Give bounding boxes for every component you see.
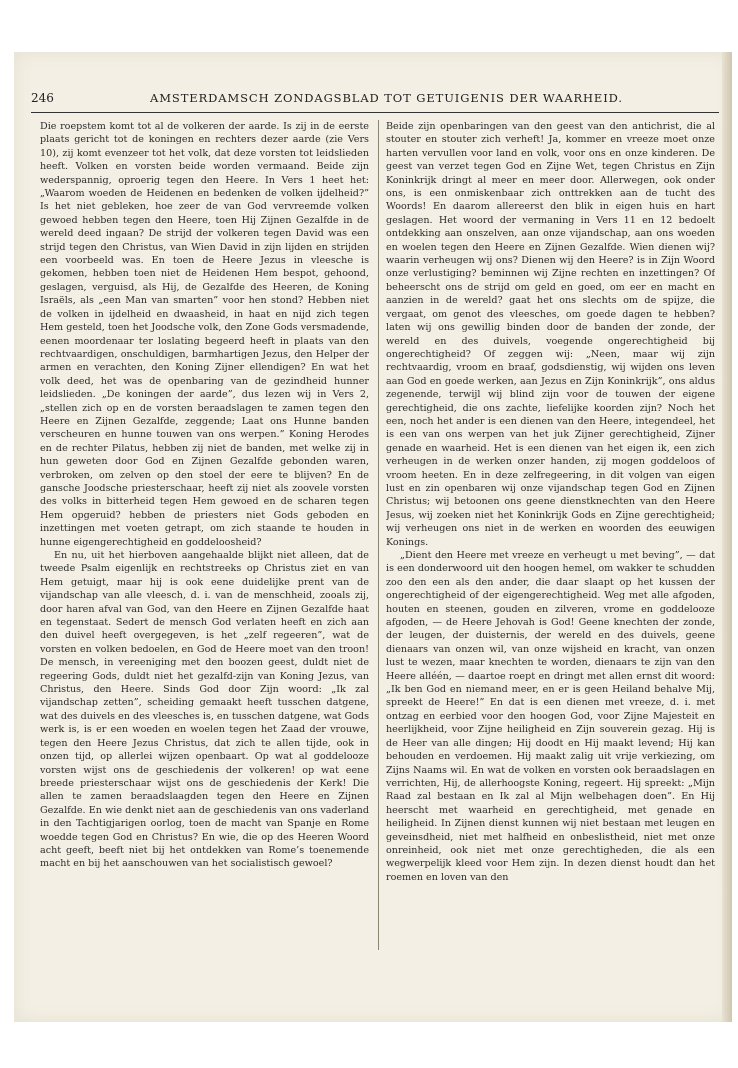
page-number: 246: [31, 91, 54, 105]
page-spine-shadow: [722, 52, 732, 1022]
page-header: [31, 91, 706, 107]
right-column: [386, 120, 715, 950]
column-divider: [378, 120, 379, 950]
right-paragraph-2: „Dient den Heere met vreeze en verheugt u met beving”, — dat is een donderwoord uit den hoogen hemel, om wakker te schudden zoo den een als den ander, die daar slaapt op het kussen der ongerechtigheid of der eigengerechtigheid. Weg met alle afgoden, houten en steenen, gouden en zilveren, vrome en goddelooze afgoden, — de Heere Jehovah is God! Geene knechten der zonde, der leugen, der duisternis, der wereld en des duivels, geene dienaars van onzen wil, van onze wijsheid en kracht, van onzen lust te wezen, maar knechten te worden, dienaars te zijn van den Heere alléén, — daartoe roept en dringt met allen ernst dit woord: „Ik ben God en niemand meer, en er is geen Heiland behalve Mij, spreekt de Heere!” En dat is een dienen met vreeze, d. i. met ontzag en eerbied voor den hoogen God, voor Zijne Majesteit en heerlijkheid, voor Zijne heiligheid en Zijn souverein gezag. Hij is de Heer van alle dingen; Hij doodt en Hij maakt levend; Hij kan behouden en verdoemen. Hij maakt zalig uit vrije verkiezing, om Zijns Naams wil. En wat de volken en vorsten ook beraadslagen en verrichten, Hij, de allerhoogste Koning, regeert. Hij spreekt: „Mijn Raad zal bestaan en Ik zal al Mijn welbehagen doen”. En Hij heerscht met waarheid en gerechtigheid, met genade en heiligheid. In Zijnen dienst kunnen wij niet bestaan met leugen en geveinsdheid, niet met halfheid en onbeslistheid, niet met onze onreinheid, ook niet met onze gerechtigheden, die als een wegwerpelijk kleed voor Hem zijn. In dezen dienst houdt dan het roemen en loven van den: [386, 550, 715, 883]
left-paragraph-1: Die roepstem komt tot al de volkeren der aarde. Is zij in de eerste plaats gericht tot de koningen en rechters dezer aarde (zie Vers 10), zij komt evenzeer tot het volk, dat deze vorsten tot leidslieden heeft. Volken en vorsten beide worden vermaand. Beide zijn wederspannig, oproerig tegen den Heere. In Vers 1 heet het: „Waarom woeden de Heidenen en bedenken de volken ijdelheid?” Is het niet gebleken, hoe zeer de van God vervreemde volken gewoed hebben tegen den Heere, toen Hij Zijnen Gezalfde in de wereld deed ingaan? De strijd der volkeren tegen David was een strijd tegen den Christus, van Wien David in zijn lijden en strijden een voorbeeld was. En toen de Heere Jezus in vleesche is gekomen, hebben toen niet de Heidenen Hem bespot, gehoond, geslagen, verguisd, als Hij, de Gezalfde des Heeren, de Koning Israëls, als „een Man van smarten” voor hen stond? Hebben niet de volken in ijdelheid en dwaasheid, in haat en nijd zich tegen Hem gesteld, toen het Joodsche volk, den Zone Gods versmadende, eenen moordenaar ter loslating begeerd heeft in plaats van den rechtvaardigen, onschuldigen, barmhartigen Jezus, den Helper der armen en verachten, den Koning Zijner ellendigen? En wat het volk deed, het was de openbaring van de gezindheid hunner leidslieden. „De koningen der aarde”, dus lezen wij in Vers 2, „stellen zich op en de vorsten beraadslagen te zamen tegen den Heere en Zijnen Gezalfde, zeggende; Laat ons Hunne banden verscheuren en hunne touwen van ons werpen.” Koning Herodes en de rechter Pilatus, hebben zij niet de banden, met welke zij in hun geweten door God en Zijnen Gezalfde gebonden waren, verbroken, om zelven op den stoel der eere te blijven? En de gansche Joodsche priesterschaar, heeft zij niet als zoovele vorsten des volks in bitterheid tegen Hem gewoed en de scharen tegen Hem opgeruid? hebben de priesters niet Gods geboden en inzettingen met voeten getrapt, om zich staande te houden in hunne eigengerechtigheid en goddeloosheid?: [40, 121, 369, 548]
header-rule: [31, 112, 719, 113]
running-title: AMSTERDAMSCH ZONDAGSBLAD TOT GETUIGENIS DER WAARHEID.: [150, 91, 623, 105]
right-paragraph-1: Beide zijn openbaringen van den geest van den antichrist, die al stouter en stouter zich verheft! Ja, kommer en vreeze moet onze harten vervullen voor land en volk, voor ons en onze kinderen. De geest van verzet tegen God en Zijne Wet, tegen Christus en Zijn Koninkrijk dringt al meer en meer door. Allerwegen, ook onder ons, is een onmiskenbaar zich onttrekken aan de tucht des Woords! En daarom allereerst den blik in eigen huis en hart geslagen. Het woord der vermaning in Vers 11 en 12 bedoelt ontdekking aan onszelven, aan onze vijandschap, aan ons woeden en woelen tegen den Heere en Zijnen Gezalfde. Wien dienen wij? waarin verheugen wij ons? Dienen wij den Heere? is in Zijn Woord onze verlustiging? beminnen wij Zijne rechten en inzettingen? Of beheerscht ons de strijd om geld en goed, om eer en macht en aanzien in de wereld? gaat het ons slechts om de spijze, die vergaat, om genot des vleesches, om goede dagen te hebben? laten wij ons gewillig binden door de banden der zonde, der wereld en des duivels, voegende ongerechtigheid bij ongerechtigheid? Of zeggen wij: „Neen, maar wij zijn rechtvaardig, vroom en braaf, godsdienstig, wij wijden ons leven aan God en goede werken, aan Jezus en Zijn Koninkrijk”, ons aldus zegenende, terwijl wij blind zijn voor de touwen der eigene gerechtigheid, die ons zachte, liefelijke koorden zijn? Noch het een, noch het ander is een dienen van den Heere, integendeel, het is een van ons werpen van het juk Zijner gerechtigheid, Zijner genade en waarheid. Het is een dienen van het eigen ik, een zich verheugen in de werken onzer handen, zij mogen goddeloos of vroom heeten. En in deze zelfregeering, in dit volgen van eigen lust en zin openbaren wij onze vijandschap tegen God en Zijnen Christus; wij betoonen ons geene dienstknechten van den Heere Jesus, wij zoeken niet het Koninkrijk Gods en Zijne gerechtigheid; wij verheugen ons niet in de werken en woorden des eeuwigen Konings.: [386, 121, 715, 548]
left-paragraph-2: En nu, uit het hierboven aangehaalde blijkt niet alleen, dat de tweede Psalm eigenlijk en rechtstreeks op Christus ziet en van Hem getuigt, maar hij is ook eene duidelijke prent van de vijandschap van alle vleesch, d. i. van de menschheid, zooals zij, door haren afval van God, van den Heere en Zijnen Gezalfde haat en tegenstaat. Sedert de mensch God verlaten heeft en zich aan den duivel heeft overgegeven, is het „zelf regeeren”, wat de vorsten en volken bedoelen, en God de Heere moet van den troon! De mensch, in vereeniging met den boozen geest, duldt niet de regeering Gods, duldt niet het gezalfd-zijn van Koning Jezus, van Christus, den Heere. Sinds God door Zijn woord: „Ik zal vijandschap zetten”, scheiding gemaakt heeft tusschen datgene, wat des duivels en des vleesches is, en tusschen datgene, wat Gods werk is, is er een woeden en woelen tegen het Zaad der vrouwe, tegen den Heere Jezus Christus, dat zich te allen tijde, ook in onzen tijd, op allerlei wijzen openbaart. Op wat al goddelooze vorsten wijst ons de geschiedenis der volkeren! op wat eene breede priesterschaar wijst ons de geschiedenis der Kerk! Die allen te zamen beraadslaagden tegen den Heere en Zijnen Gezalfde. En wie denkt niet aan de geschiedenis van ons vaderland in den Tachtigjarigen oorlog, toen de macht van Spanje en Rome woedde tegen God en Christus? En wie, die op des Heeren Woord acht geeft, beeft niet bij het ontdekken van Rome’s toenemende macht en bij het aanschouwen van het socialistisch gewoel?: [40, 550, 369, 870]
left-column: [40, 120, 369, 950]
